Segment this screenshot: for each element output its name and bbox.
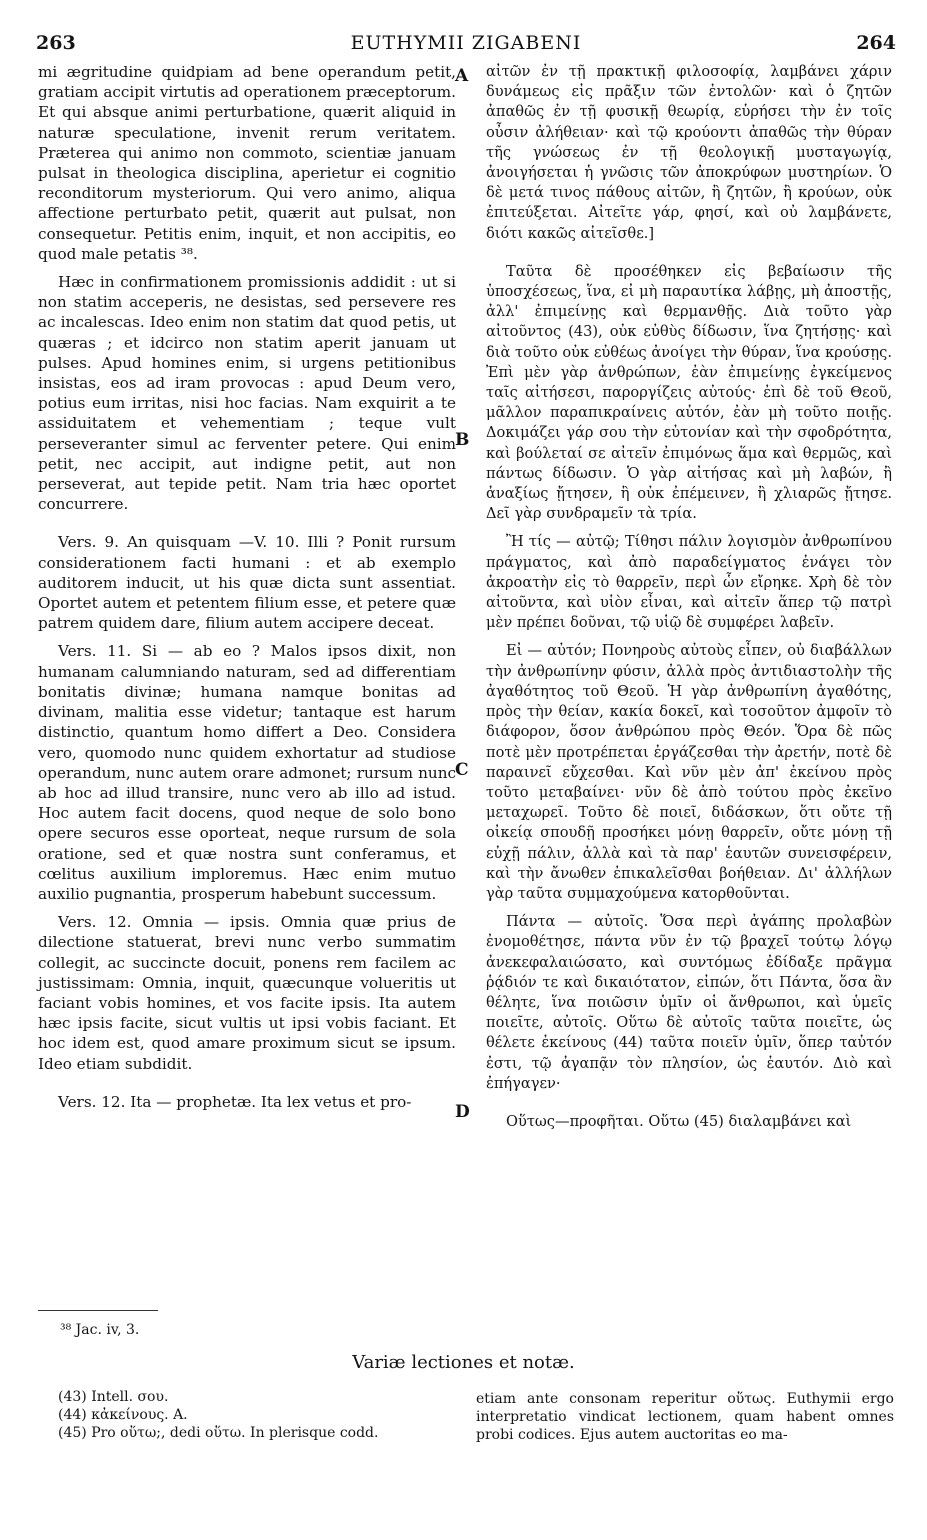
latin-paragraph-4: Vers. 11. Si — ab eo ? Malos ipsos dixit, non humanam calumniando naturam, sed ad differentiam bonitatis divinæ; humana namque bonitas ad divinam, malitia esse videtur; tantaque est harum distinctio, quantum homo differt a Deo. Considera vero, quomodo nunc quidem exhortatur ad studiose operandum, nunc autem orare admonet; rursum nunc ab hoc ad illud transire, nunc vero ab illo ad istud. Hoc autem facit docens, quod neque de solo bono opere securos esse oporteat, neque rursum de sola oratione, sed et quæ nostra sunt conferamus, et cœlitus auxilium imploremus. Hæc enim mutuo auxilio pugnantia, prosperum habebunt successum. (38, 642, 456, 903)
footnote: ³⁸ Jac. iv, 3. (60, 1322, 140, 1338)
notes-left (58, 1388, 458, 1442)
notes-right: etiam ante consonam reperitur οὕτως. Euthymii ergo interpretatio vindicat lectionem, quam habent omnes probi codices. Ejus autem auctoritas eo ma- (476, 1391, 894, 1443)
latin-paragraph-6: Vers. 12. Ita — prophetæ. Ita lex vetus et pro- (58, 1092, 412, 1111)
page-number-right: 264 (856, 32, 896, 54)
greek-paragraph-6: Οὕτως—προφῆται. Οὕτω (45) διαλαμβάνει καὶ (506, 1112, 852, 1130)
latin-column (38, 62, 456, 1112)
margin-marker-c: C (455, 760, 469, 780)
latin-paragraph-2: Hæc in confirmationem promissionis addidit : ut si non statim acceperis, ne desistas, sed persevere res ac incalescas. Ideo enim non statim dat quod petis, ut quæras ; et idcirco non statim aperit januam ut pulses. Apud homines enim, si urgens petitionibus insistas, eos ad iram provocas : apud Deum vero, potius eum irritas, nisi hoc facias. Nam exquirit a te assiduitatem et vehementiam ; teque vult perseveranter simul ac ferventer petere. Qui enim petit, nec accipit, aut indigne petit, aut non perseverat, aut tepide petit. Nam tria hæc oportet concurrere. (38, 273, 456, 514)
latin-paragraph-1: mi ægritudine quidpiam ad bene operandum petit, gratiam accipit virtutis ad operationem præceptorum. Et qui absque animi perturbatione, quærit aliquid in naturæ speculatione, invenit rerum veritatem. Præterea qui animo non commoto, scientiæ januam pulsat in theologica disciplina, aperietur ei cognitio reconditorum mysteriorum. Qui vero animo, aliqua affectione perturbato petit, quærit aut pulsat, non consequetur. Petitis enim, inquit, et non accipitis, eo quod male petatis ³⁸. (38, 63, 456, 263)
greek-paragraph-3: Ἢ τίς — αὐτῷ; Τίθησι πάλιν λογισμὸν ἀνθρωπίνου πράγματος, καὶ ἀπὸ παραδείγματος ἐνάγει τὸν ἀκροατὴν εἰς τὸ θαρρεῖν, περὶ ὧν εἴρηκε. Χρὴ δὲ τὸν αἰτοῦντα, καὶ υἱὸν εἶναι, καὶ αἰτεῖν ἅπερ τῷ πατρὶ μὲν πρέπει δοῦναι, τῷ υἱῷ δὲ συμφέρει λαβεῖν. (486, 533, 892, 632)
margin-marker-d: D (455, 1102, 470, 1122)
footnote-rule (38, 1310, 158, 1311)
greek-paragraph-2: Ταῦτα δὲ προσέθηκεν εἰς βεβαίωσιν τῆς ὑποσχέσεως, ἵνα, εἰ μὴ παραυτίκα λάβῃς, μὴ ἀποστῇς, ἀλλ' ἐπιμείνῃς καὶ θερμανθῇς. Διὰ τοῦτο γὰρ αἰτοῦντος (43), οὐκ εὐθὺς δίδωσιν, ἵνα ζητήσῃς· καὶ διὰ τοῦτο οὐκ εὐθέως ἀνοίγει τὴν θύραν, ἵνα κρούσῃς. Ἐπὶ μὲν γὰρ ἀνθρώπων, ἐὰν ἐπιμείνῃς ἐγκείμενος ταῖς αἰτήσεσι, παροργίζεις αὐτούς· ἐπὶ δὲ τοῦ Θεοῦ, μᾶλλον παραπικραίνεις αὐτόν, ἐὰν μὴ τοῦτο ποιῇς. Δοκιμάζει γάρ σου τὴν εὐτονίαν καὶ τὴν σφοδρότητα, καὶ βούλεταί σε αἰτεῖν ἐπιμόνως ἅμα καὶ θερμῶς, καὶ πάντως δίδωσιν. Ὁ γὰρ αἰτήσας καὶ μὴ λαβών, ἢ ἀναξίως ᾔτησεν, ἢ οὐκ ἐπέμεινεν, ἢ χλιαρῶς ᾔτησε. Δεῖ γὰρ συνδραμεῖν τὰ τρία. (486, 262, 892, 523)
running-header (36, 32, 896, 62)
note-45: (45) Pro οὕτω;, dedi οὕτω. In plerisque codd. (58, 1425, 379, 1441)
running-title: EUTHYMII ZIGABENI (350, 32, 582, 54)
greek-paragraph-1: αἰτῶν ἐν τῇ πρακτικῇ φιλοσοφίᾳ, λαμβάνει χάριν δυνάμεως εἰς πρᾶξιν τῶν ἐντολῶν· καὶ ὁ ζητῶν ἀπαθῶς ἐν τῇ φυσικῇ θεωρίᾳ, εὑρήσει τὴν ἐν τοῖς οὖσιν ἀλήθειαν· καὶ τῷ κρούοντι ἀπαθῶς τὴν θύραν τῆς γνώσεως ἐν τῇ θεολογικῇ μυσταγωγίᾳ, ἀνοιγήσεται ἡ γνῶσις τῶν ἀποκρύφων μυστηρίων. Ὁ δὲ μετά τινος πάθους αἰτῶν, ἢ ζητῶν, ἢ κρούων, οὐκ ἐπιτεύξεται. Αἰτεῖτε γάρ, φησί, καὶ οὐ λαμβάνετε, διότι κακῶς αἰτεῖσθε.] (486, 63, 892, 242)
note-44: (44) κἀκείνους. A. (58, 1407, 188, 1423)
page-number-left: 263 (36, 32, 76, 54)
greek-column (486, 62, 892, 1132)
notes-title: Variæ lectiones et notæ. (352, 1352, 575, 1373)
greek-paragraph-5: Πάντα — αὐτοῖς. Ὅσα περὶ ἀγάπης προλαβὼν ἐνομοθέτησε, πάντα νῦν ἐν τῷ βραχεῖ τούτῳ λόγῳ ἀνεκεφαλαιώσατο, καὶ συντόμως ἐδίδαξε πρᾶγμα ῥᾴδιόν τε καὶ δικαιότατον, εἰπών, ὅτι Πάντα, ὅσα ἂν θέλητε, ἵνα ποιῶσιν ὑμῖν οἱ ἄνθρωποι, καὶ ὑμεῖς ποιεῖτε, αὐτοῖς. Οὕτω δὲ αὐτοῖς ταῦτα ποιεῖτε, ὡς θέλετε ἐκείνους (44) ταῦτα ποιεῖν ὑμῖν, ὅπερ ταὐτόν ἐστι, τῷ ἀγαπᾷν τὸν πλησίον, ὡς ἑαυτόν. Διὸ καὶ ἐπήγαγεν· (486, 913, 892, 1092)
greek-paragraph-4: Εἰ — αὐτόν; Πονηροὺς αὐτοὺς εἶπεν, οὐ διαβάλλων τὴν ἀνθρωπίνην φύσιν, ἀλλὰ πρὸς ἀντιδιαστολὴν τῆς ἀγαθότητος τοῦ Θεοῦ. Ἡ γὰρ ἀνθρωπίνη ἀγαθότης, πρὸς τὴν θείαν, κακία δοκεῖ, καὶ τοσοῦτον ἀμφοῖν τὸ διάφορον, ὅσον ἀνθρώπου πρὸς Θεόν. Ὅρα δὲ πῶς ποτὲ μὲν προτρέπεται ἐργάζεσθαι τὴν ἀρετήν, ποτὲ δὲ παραινεῖ εὔχεσθαι. Καὶ νῦν μὲν ἀπ' ἐκείνου πρὸς τοῦτο μεταβαίνει· νῦν δὲ ἀπὸ τούτου πρὸς ἐκεῖνο μεταχωρεῖ. Τοῦτο δὲ ποιεῖ, διδάσκων, ὅτι οὔτε τῇ οἰκείᾳ σπουδῇ προσήκει μόνῃ θαρρεῖν, οὔτε μόνῃ τῇ εὐχῇ πάλιν, ἀλλὰ καὶ τὰ παρ' ἑαυτῶν συνεισφέρειν, καὶ τὴν ἄνωθεν ἐπικαλεῖσθαι βοήθειαν. Δι' ἀλλήλων γὰρ ταῦτα συμμαχούμενα κατορθοῦνται. (486, 642, 892, 902)
margin-marker-b: B (455, 430, 470, 450)
latin-paragraph-5: Vers. 12. Omnia — ipsis. Omnia quæ prius de dilectione statuerat, brevi nunc verbo summatim collegit, ac succincte docuit, ponens rem facilem ac justissimam: Omnia, inquit, quæcunque volueritis ut faciant vobis homines, et vos facite ipsis. Ita autem hæc ipsis facite, sicut vultis ut ipsi vobis faciant. Et hoc idem est, quod amare proximum sicut se ipsum. Ideo etiam subdidit. (38, 913, 456, 1073)
latin-paragraph-3: Vers. 9. An quisquam —V. 10. Illi ? Ponit rursum considerationem facti humani : et ab exemplo auditorem inducit, ut his quæ dicta sunt assentiat. Oportet autem et petentem filium esse, et petere quæ patrem quidem dare, filium autem accipere deceat. (38, 533, 456, 633)
margin-marker-a: A (455, 66, 469, 86)
note-43: (43) Intell. σου. (58, 1389, 169, 1405)
